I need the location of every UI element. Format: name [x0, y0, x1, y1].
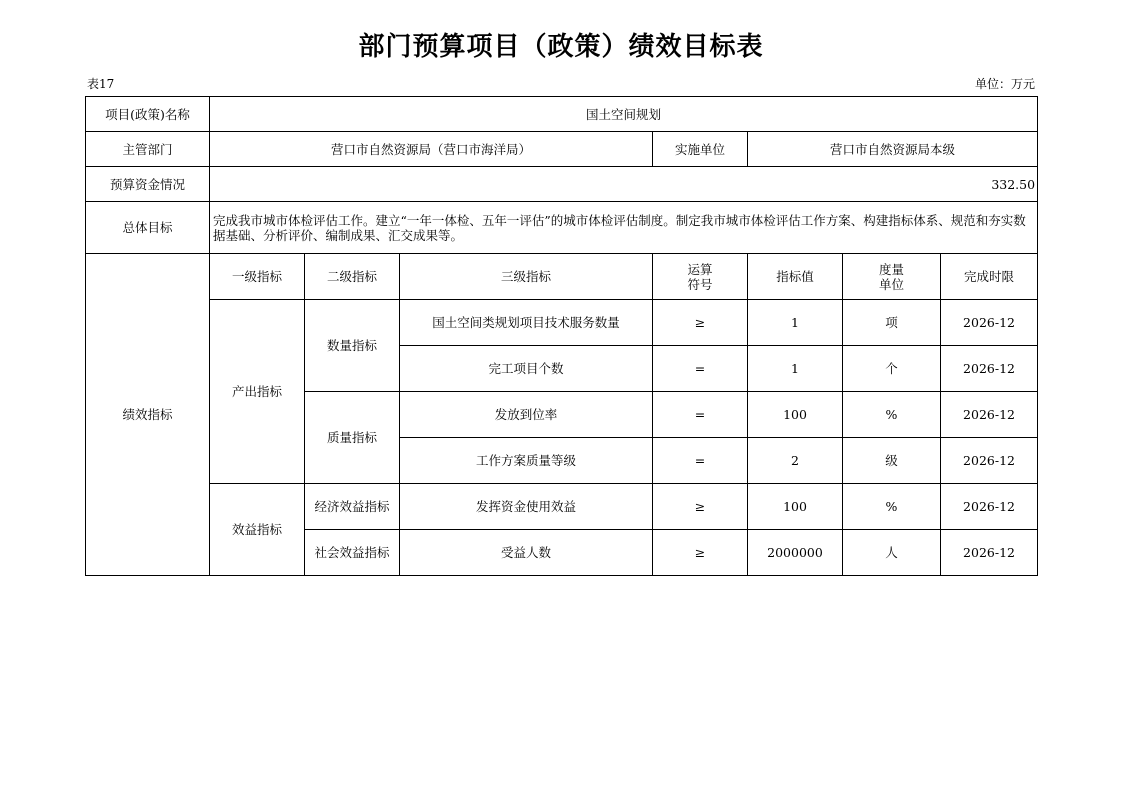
performance-table [85, 96, 1038, 576]
value-cell: 2 [748, 438, 843, 484]
table-row [86, 484, 1038, 530]
row-department [86, 132, 1038, 167]
value-cell: 1 [748, 300, 843, 346]
dept-value: 营口市自然资源局（营口市海洋局） [210, 132, 653, 167]
goal-label: 总体目标 [86, 202, 210, 254]
group-quantity: 数量指标 [305, 300, 400, 392]
unit-cell: 个 [843, 346, 941, 392]
header-level1: 一级指标 [210, 254, 305, 300]
project-name-label: 项目(政策)名称 [86, 97, 210, 132]
unit-cell: % [843, 484, 941, 530]
operator-cell: = [653, 346, 748, 392]
indicator-cell: 受益人数 [400, 530, 653, 576]
value-cell: 1 [748, 346, 843, 392]
deadline-cell: 2026-12 [941, 438, 1038, 484]
impl-unit-label: 实施单位 [653, 132, 748, 167]
header-deadline: 完成时限 [941, 254, 1038, 300]
operator-cell: ≥ [653, 484, 748, 530]
table-row [86, 300, 1038, 346]
row-project-name [86, 97, 1038, 132]
deadline-cell: 2026-12 [941, 484, 1038, 530]
group-social: 社会效益指标 [305, 530, 400, 576]
indicator-cell: 工作方案质量等级 [400, 438, 653, 484]
unit-cell: 级 [843, 438, 941, 484]
page-title: 部门预算项目（政策）绩效目标表 [358, 32, 764, 62]
group-economic: 经济效益指标 [305, 484, 400, 530]
indicator-cell: 发放到位率 [400, 392, 653, 438]
value-cell: 100 [748, 484, 843, 530]
group-output: 产出指标 [210, 300, 305, 484]
dept-label: 主管部门 [86, 132, 210, 167]
table-number: 表17 [87, 77, 115, 91]
indicator-cell: 国土空间类规划项目技术服务数量 [400, 300, 653, 346]
perf-label: 绩效指标 [86, 254, 210, 576]
budget-value: 332.50 [210, 167, 1038, 202]
deadline-cell: 2026-12 [941, 530, 1038, 576]
impl-unit-value: 营口市自然资源局本级 [748, 132, 1038, 167]
header-level2: 二级指标 [305, 254, 400, 300]
unit-label: 单位：万元 [974, 77, 1035, 91]
operator-cell: ≥ [653, 530, 748, 576]
header-operator: 运算 符号 [653, 254, 748, 300]
indicator-cell: 发挥资金使用效益 [400, 484, 653, 530]
indicator-header-row [86, 254, 1038, 300]
row-goal [86, 202, 1038, 254]
deadline-cell: 2026-12 [941, 300, 1038, 346]
operator-cell: = [653, 392, 748, 438]
header-measure-unit: 度量 单位 [843, 254, 941, 300]
unit-cell: % [843, 392, 941, 438]
operator-cell: ≥ [653, 300, 748, 346]
group-benefit: 效益指标 [210, 484, 305, 576]
goal-value: 完成我市城市体检评估工作。建立“一年一体检、五年一评估”的城市体检评估制度。制定我市城市体检评估工作方案、构建指标体系、规范和夯实数据基础、分析评价、编制成果、汇交成果等。 [210, 202, 1038, 254]
value-cell: 2000000 [748, 530, 843, 576]
unit-cell: 项 [843, 300, 941, 346]
group-quality: 质量指标 [305, 392, 400, 484]
value-cell: 100 [748, 392, 843, 438]
budget-label: 预算资金情况 [86, 167, 210, 202]
header-level3: 三级指标 [400, 254, 653, 300]
indicator-cell: 完工项目个数 [400, 346, 653, 392]
deadline-cell: 2026-12 [941, 392, 1038, 438]
row-budget [86, 167, 1038, 202]
project-name-value: 国土空间规划 [210, 97, 1038, 132]
unit-cell: 人 [843, 530, 941, 576]
deadline-cell: 2026-12 [941, 346, 1038, 392]
operator-cell: = [653, 438, 748, 484]
header-value: 指标值 [748, 254, 843, 300]
